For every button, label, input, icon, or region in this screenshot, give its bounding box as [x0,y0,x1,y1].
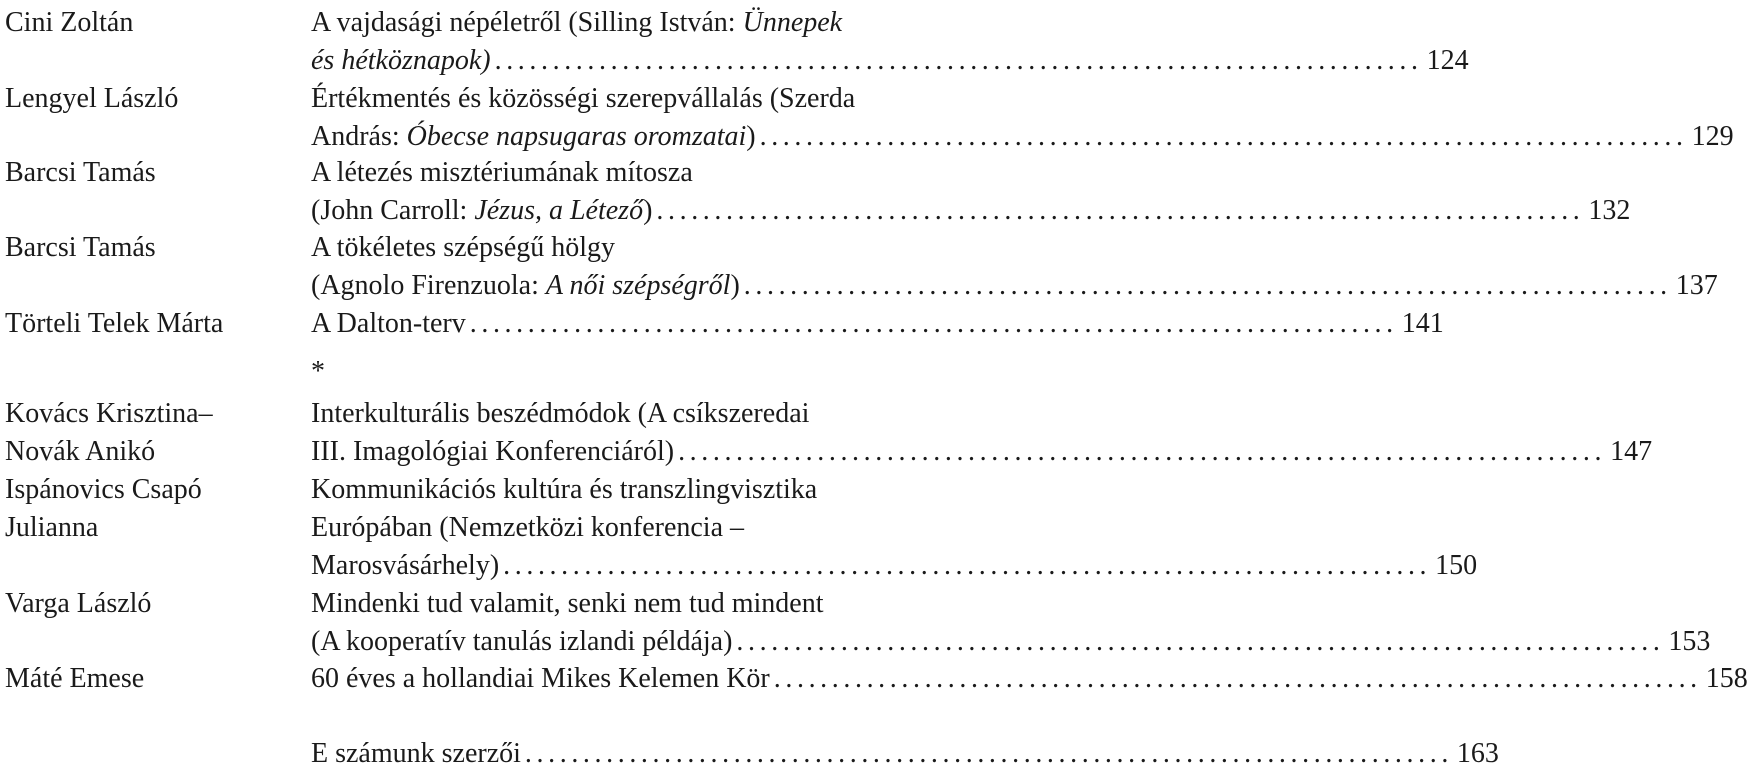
entry-title-last-line [311,547,1478,585]
entry-title-plain: András: [311,121,407,152]
entry-title-text: A létezés misztériumának mítosza [311,157,693,188]
entry-title-text [311,267,740,305]
dot-leader: ................................................................................ [469,308,1398,339]
entry-title-text: (A kooperatív tanulás izlandi példája) [311,626,733,657]
entry-title-text [311,192,652,230]
entry-title-text [311,42,491,80]
page-number[interactable]: 132 [1588,195,1631,226]
entry-title-text: A Dalton-terv [311,308,466,339]
entry-title-last-line [311,433,1653,471]
dot-leader: ................................................................................ [759,121,1688,152]
entry-title-after: ) [730,270,740,301]
page-number[interactable]: 137 [1675,270,1718,301]
entry-title-text: 60 éves a hollandiai Mikes Kelemen Kör [311,663,770,694]
entry-title-text: Értékmentés és közösségi szerepvállalás (Szerda [311,83,856,114]
entry-title-last-line [311,305,1444,343]
dot-leader: ................................................................................ [678,436,1607,467]
entry-title-line [311,4,956,42]
dot-leader: ................................................................................ [524,738,1453,769]
entry-title-last-line [311,660,1748,698]
entry-title-plain: (John Carroll: [311,195,475,226]
page-number[interactable]: 163 [1456,738,1499,769]
page-number[interactable]: 147 [1610,436,1653,467]
entry-title-italic: Ünnepek [742,7,843,38]
dot-leader: ................................................................................ [773,663,1702,694]
entry-title-text: Kommunikációs kultúra és transzlingvisztika [311,474,818,505]
entry-title-last-line [311,42,1469,80]
entry-title-line [311,395,956,433]
entry-author: Cini Zoltán [5,7,134,38]
entry-title-last-line [311,118,1734,156]
page-number[interactable]: 158 [1705,663,1748,694]
entry-author: Novák Anikó [5,436,156,467]
entry-author: Varga László [5,588,152,619]
entry-title-last-line [311,735,1499,773]
entry-title-line [311,509,956,547]
dot-leader: ................................................................................ [656,195,1585,226]
entry-title-last-line [311,192,1631,230]
entry-title-italic: Jézus, a Létező [474,195,644,226]
entry-title-line [311,154,956,192]
entry-title-text: Interkulturális beszédmódok (A csíkszeredai [311,398,810,429]
page-number[interactable]: 150 [1435,550,1478,581]
entry-title-text: III. Imagológiai Konferenciáról) [311,436,675,467]
entry-title-last-line [311,623,1711,661]
entry-author: Julianna [5,512,99,543]
section-separator: * [311,356,325,387]
entry-title-italic: és hétköznapok) [311,45,491,76]
entry-title-text: Mindenki tud valamit, senki nem tud mindent [311,588,824,619]
entry-title-text: Marosvásárhely) [311,550,500,581]
entry-title-text: A tökéletes szépségű hölgy [311,232,616,263]
entry-title-line [311,229,956,267]
dot-leader: ................................................................................ [494,45,1423,76]
dot-leader: ................................................................................ [736,626,1665,657]
entry-title-text [311,118,756,156]
page-number[interactable]: 153 [1668,626,1711,657]
entry-title-line [311,80,956,118]
entry-author: Barcsi Tamás [5,157,156,188]
entry-author: Törteli Telek Márta [5,308,224,339]
entry-title-after: ) [746,121,756,152]
entry-title-text: E számunk szerzői [311,738,521,769]
entry-title-text: Európában (Nemzetközi konferencia – [311,512,745,543]
entry-title-line [311,585,956,623]
entry-title-after: ) [643,195,653,226]
entry-title-italic: Óbecse napsugaras oromzatai [406,121,747,152]
page-number[interactable]: 129 [1691,121,1734,152]
dot-leader: ................................................................................ [743,270,1672,301]
entry-title-text: A vajdasági népéletről (Silling István: [311,7,743,38]
entry-author: Ispánovics Csapó [5,474,202,505]
page-number[interactable]: 124 [1426,45,1469,76]
entry-author: Lengyel László [5,83,179,114]
entry-author: Máté Emese [5,663,145,694]
page-number[interactable]: 141 [1401,308,1444,339]
entry-title-plain: (Agnolo Firenzuola: [311,270,546,301]
entry-title-line [311,471,956,509]
entry-author: Barcsi Tamás [5,232,156,263]
entry-title-italic: A női szépségről [545,270,731,301]
dot-leader: ................................................................................ [503,550,1432,581]
entry-author: Kovács Krisztina– [5,398,213,429]
entry-title-last-line [311,267,1718,305]
